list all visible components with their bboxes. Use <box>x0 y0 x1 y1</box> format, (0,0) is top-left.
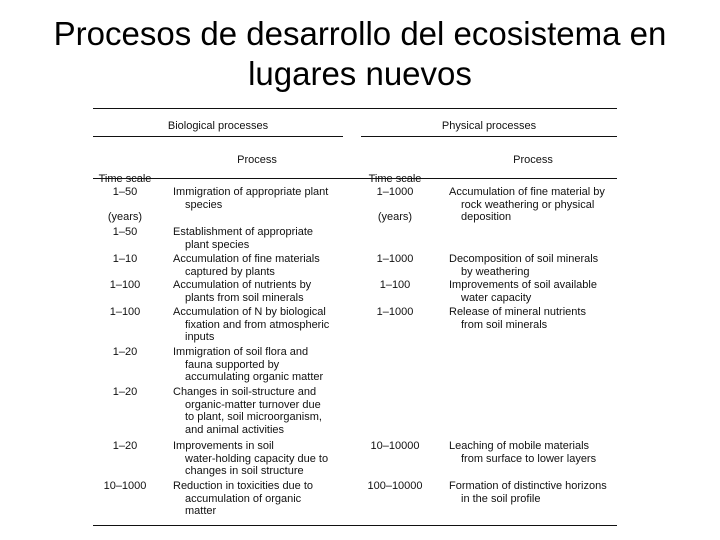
title-line-1: Procesos de desarrollo del ecosistema en <box>53 15 667 52</box>
phys-time-scale-header: Time scale (years) <box>368 173 422 223</box>
phys-time-scale: 1–1000 <box>376 253 414 265</box>
bio-process-line: Immigration of appropriate plant <box>173 186 329 198</box>
bio-time-scale: 1–100 <box>109 279 141 291</box>
bio-time-scale: 1–10 <box>112 253 138 265</box>
header-bottom-rule <box>93 178 617 179</box>
title-line-2: lugares nuevos <box>248 55 472 92</box>
phys-time-scale: 10–10000 <box>370 440 420 452</box>
bio-process-line: species <box>185 198 223 211</box>
bio-process-line: organic-matter turnover due <box>185 398 321 411</box>
phys-process-header: Process <box>513 154 553 166</box>
bio-process-line: Reduction in toxicities due to <box>173 480 314 492</box>
phys-process-line: Leaching of mobile materials <box>449 440 590 452</box>
bio-process-line: Accumulation of nutrients by <box>173 279 312 291</box>
phys-group-rule <box>361 136 617 137</box>
bio-time-scale: 10–1000 <box>103 480 147 492</box>
bio-time-scale: 1–20 <box>112 440 138 452</box>
phys-process-line: by weathering <box>461 265 530 278</box>
phys-process-line: Formation of distinctive horizons <box>449 480 607 492</box>
phys-process-line: rock weathering or physical <box>461 198 595 211</box>
phys-process-line: deposition <box>461 211 512 223</box>
bio-process-line: fauna supported by <box>185 358 280 371</box>
bio-process-line: to plant, soil microorganism, <box>185 411 322 423</box>
bio-process-line: Accumulation of fine materials <box>173 253 320 265</box>
phys-process-line: in the soil profile <box>461 492 541 505</box>
bio-process-line: inputs <box>185 331 215 343</box>
bio-time-scale: 1–20 <box>112 346 138 358</box>
phys-time-scale: 100–10000 <box>367 480 423 492</box>
phys-time-scale: 1–100 <box>379 279 411 291</box>
bio-process-line: Immigration of soil flora and <box>173 346 309 358</box>
bio-process-line: captured by plants <box>185 265 275 278</box>
phys-process-line: Decomposition of soil minerals <box>449 253 599 265</box>
phys-time-scale: 1–1000 <box>376 306 414 318</box>
bio-process-header: Process <box>237 154 277 166</box>
top-rule <box>93 108 617 109</box>
physical-processes-header: Physical processes <box>441 120 537 132</box>
slide-title <box>0 14 720 94</box>
bottom-rule <box>93 525 617 526</box>
bio-process-line: fixation and from atmospheric <box>185 318 330 331</box>
bio-time-scale: 1–100 <box>109 306 141 318</box>
phys-process-line: from surface to lower layers <box>461 452 597 465</box>
phys-process-line: Release of mineral nutrients <box>449 306 586 318</box>
bio-time-scale: 1–50 <box>112 186 138 198</box>
phys-process-line: Improvements of soil available <box>449 279 597 291</box>
bio-process-line: plants from soil minerals <box>185 291 304 304</box>
phys-process-line: water capacity <box>461 291 532 304</box>
bio-process-line: Accumulation of N by biological <box>173 306 326 318</box>
bio-process-line: accumulating organic matter <box>185 371 324 383</box>
bio-time-scale: 1–50 <box>112 226 138 238</box>
bio-process-line: matter <box>185 505 217 517</box>
bio-process-line: Changes in soil-structure and <box>173 386 317 398</box>
bio-process-line: Improvements in soil <box>173 440 274 452</box>
bio-time-scale-header: Time scale (years) <box>98 173 152 223</box>
bio-time-scale: 1–20 <box>112 386 138 398</box>
phys-process-line: Accumulation of fine material by <box>449 186 605 198</box>
bio-process-line: water-holding capacity due to <box>185 452 329 465</box>
process-table <box>93 108 617 526</box>
bio-process-line: accumulation of organic <box>185 492 302 505</box>
bio-process-line: Establishment of appropriate <box>173 226 314 238</box>
bio-group-rule <box>93 136 343 137</box>
phys-time-scale: 1–1000 <box>376 186 414 198</box>
bio-process-line: plant species <box>185 238 250 251</box>
bio-process-line: changes in soil structure <box>185 465 304 477</box>
bio-process-line: and animal activities <box>185 423 285 436</box>
biological-processes-header: Biological processes <box>167 120 269 132</box>
phys-process-line: from soil minerals <box>461 318 548 331</box>
